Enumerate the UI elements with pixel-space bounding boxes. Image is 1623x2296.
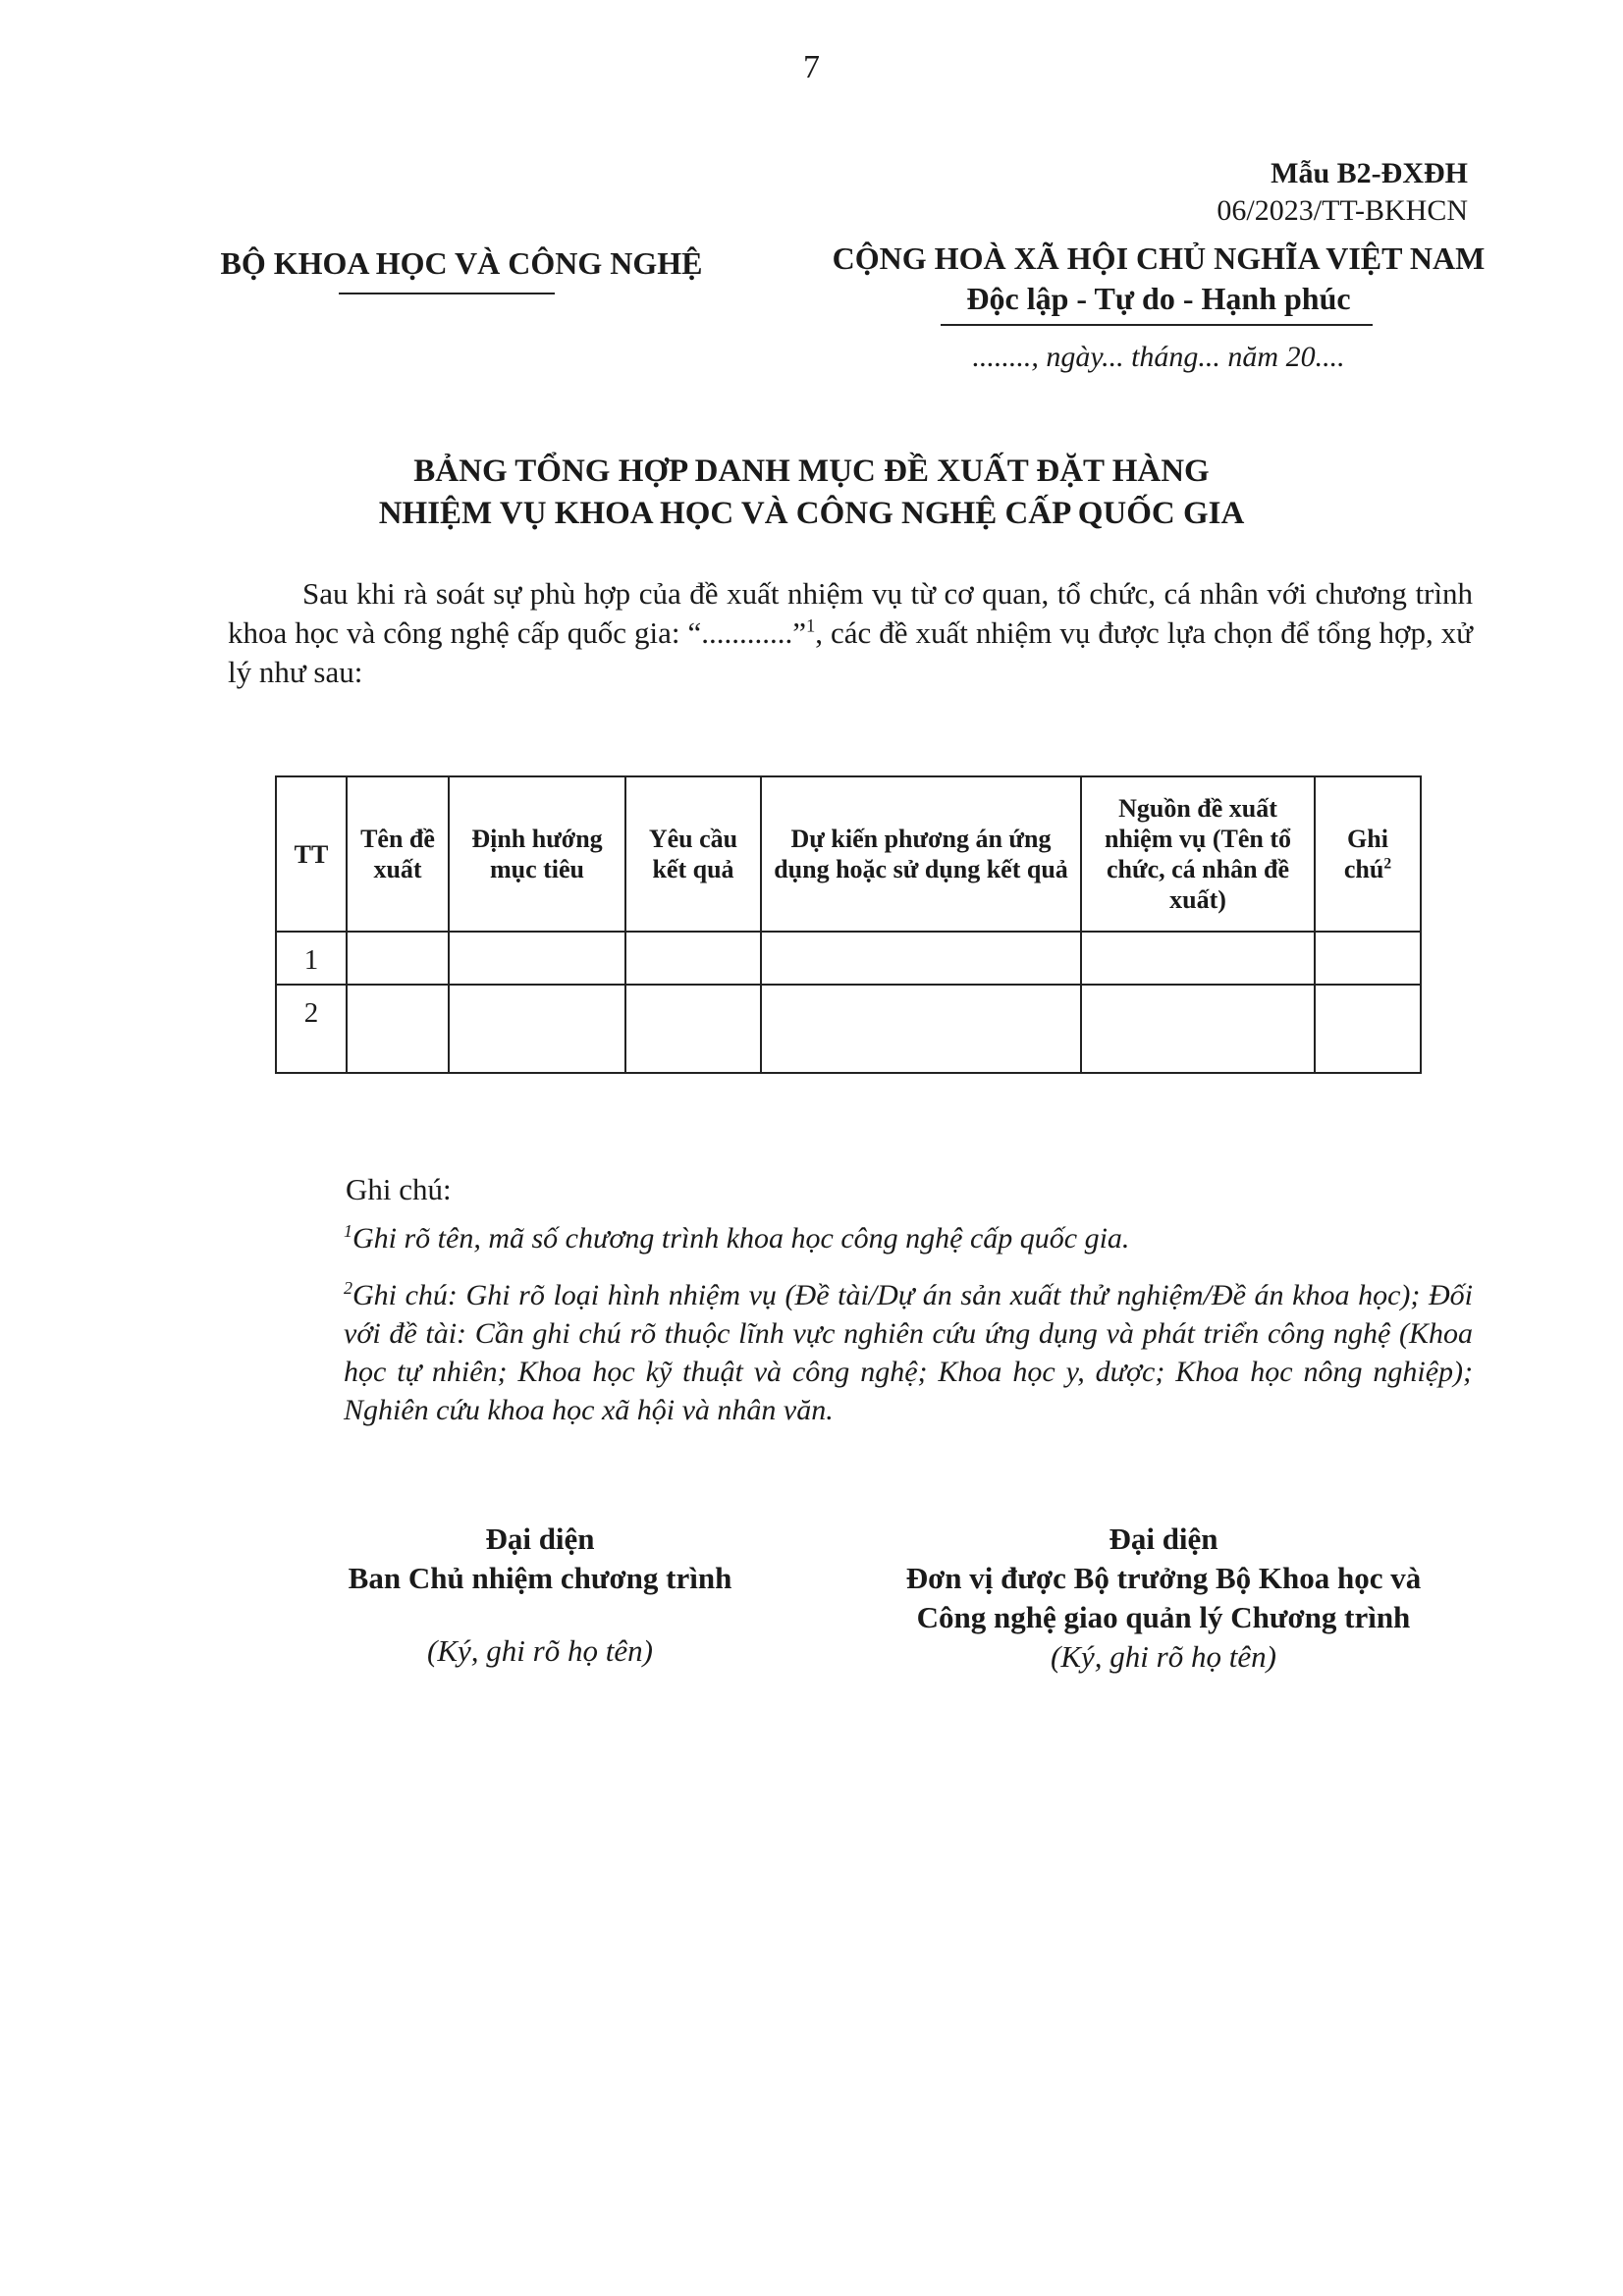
footnote-1-text: Ghi rõ tên, mã số chương trình khoa học công nghệ cấp quốc gia. bbox=[352, 1222, 1130, 1255]
document-title-line1: BẢNG TỔNG HỢP DANH MỤC ĐỀ XUẤT ĐẶT HÀNG bbox=[413, 454, 1210, 489]
table-cell[interactable] bbox=[347, 985, 449, 1073]
ministry-underline bbox=[339, 293, 555, 294]
national-title: CỘNG HOÀ XÃ HỘI CHỦ NGHĨA VIỆT NAM bbox=[832, 240, 1486, 276]
header-ten-de-xuat: Tên đề xuất bbox=[347, 776, 449, 932]
form-code: Mẫu B2-ĐXĐH bbox=[1271, 157, 1468, 189]
circular-code: 06/2023/TT-BKHCN bbox=[1217, 194, 1468, 227]
footnote-1-marker: 1 bbox=[344, 1221, 352, 1241]
sig-right-org-line1: Đơn vị được Bộ trưởng Bộ Khoa học và bbox=[905, 1561, 1422, 1595]
intro-text-1: Sau khi rà soát sự phù hợp của đề xuất nhiệm vụ từ cơ quan, tổ chức, cá nhân với chương trình khoa học và công nghệ cấp quốc gia: “............” bbox=[228, 576, 1473, 650]
sig-right-instruction: (Ký, ghi rõ họ tên) bbox=[1051, 1639, 1276, 1674]
footnote-1 bbox=[344, 1222, 1473, 1255]
table-cell[interactable] bbox=[625, 985, 761, 1073]
proposal-table bbox=[275, 775, 1422, 1074]
table-row bbox=[276, 985, 1421, 1073]
table-row bbox=[276, 932, 1421, 985]
footnote-2-marker: 2 bbox=[344, 1278, 352, 1298]
header-tt: TT bbox=[276, 776, 347, 932]
footnote-2 bbox=[344, 1276, 1473, 1429]
ministry-name: BỘ KHOA HỌC VÀ CÔNG NGHỆ bbox=[220, 245, 703, 281]
table-cell[interactable] bbox=[1081, 932, 1315, 985]
notes-heading: Ghi chú: bbox=[346, 1172, 452, 1206]
table-cell[interactable] bbox=[761, 932, 1081, 985]
table-cell[interactable] bbox=[449, 932, 625, 985]
row-number: 2 bbox=[276, 985, 347, 1073]
signature-block-right bbox=[825, 1520, 1502, 1677]
page-number: 7 bbox=[803, 49, 820, 85]
table-header-row bbox=[276, 776, 1421, 932]
footnote-ref-1: 1 bbox=[805, 615, 816, 637]
table-cell[interactable] bbox=[1315, 985, 1421, 1073]
header-yeu-cau: Yêu cầu kết quả bbox=[625, 776, 761, 932]
motto-underline bbox=[941, 324, 1373, 326]
signature-block-left bbox=[255, 1520, 825, 1671]
table-cell[interactable] bbox=[1315, 932, 1421, 985]
header-nguon: Nguồn đề xuất nhiệm vụ (Tên tổ chức, cá nhân đề xuất) bbox=[1081, 776, 1315, 932]
national-motto: Độc lập - Tự do - Hạnh phúc bbox=[966, 281, 1351, 316]
table-cell[interactable] bbox=[625, 932, 761, 985]
header-dinh-huong: Định hướng mục tiêu bbox=[449, 776, 625, 932]
table-cell[interactable] bbox=[449, 985, 625, 1073]
sig-left-instruction: (Ký, ghi rõ họ tên) bbox=[427, 1633, 653, 1668]
intro-paragraph bbox=[228, 574, 1473, 692]
footnote-ref-2: 2 bbox=[1383, 855, 1392, 873]
table-cell[interactable] bbox=[1081, 985, 1315, 1073]
sig-right-title: Đại diện bbox=[1109, 1522, 1218, 1556]
row-number: 1 bbox=[276, 932, 347, 985]
date-line: ........, ngày... tháng... năm 20.... bbox=[972, 341, 1345, 373]
header-ghi-chu-text: Ghi chú bbox=[1343, 825, 1388, 883]
document-title-line2: NHIỆM VỤ KHOA HỌC VÀ CÔNG NGHỆ CẤP QUỐC GIA bbox=[378, 496, 1245, 531]
header-du-kien: Dự kiến phương án ứng dụng hoặc sử dụng kết quả bbox=[761, 776, 1081, 932]
sig-left-org: Ban Chủ nhiệm chương trình bbox=[348, 1561, 732, 1595]
sig-right-org-line2: Công nghệ giao quản lý Chương trình bbox=[916, 1600, 1411, 1634]
table-cell[interactable] bbox=[347, 932, 449, 985]
header-ghi-chu bbox=[1315, 776, 1421, 932]
footnote-2-text: Ghi chú: Ghi rõ loại hình nhiệm vụ (Đề tài/Dự án sản xuất thử nghiệm/Đề án khoa học); Đối với đề tài: Cần ghi chú rõ thuộc lĩnh vực nghiên cứu ứng dụng và phát triển công nghệ (Khoa học tự nhiên; Khoa học kỹ thuật và công nghệ; Khoa học y, dược; Khoa học nông nghiệp); Nghiên cứu khoa học xã hội và nhân văn. bbox=[344, 1279, 1473, 1426]
sig-left-title: Đại diện bbox=[485, 1522, 595, 1556]
intro-text-2: , các đề xuất nhiệm vụ được lựa chọn để tổng hợp, xử lý như sau: bbox=[228, 615, 1473, 689]
table-cell[interactable] bbox=[761, 985, 1081, 1073]
